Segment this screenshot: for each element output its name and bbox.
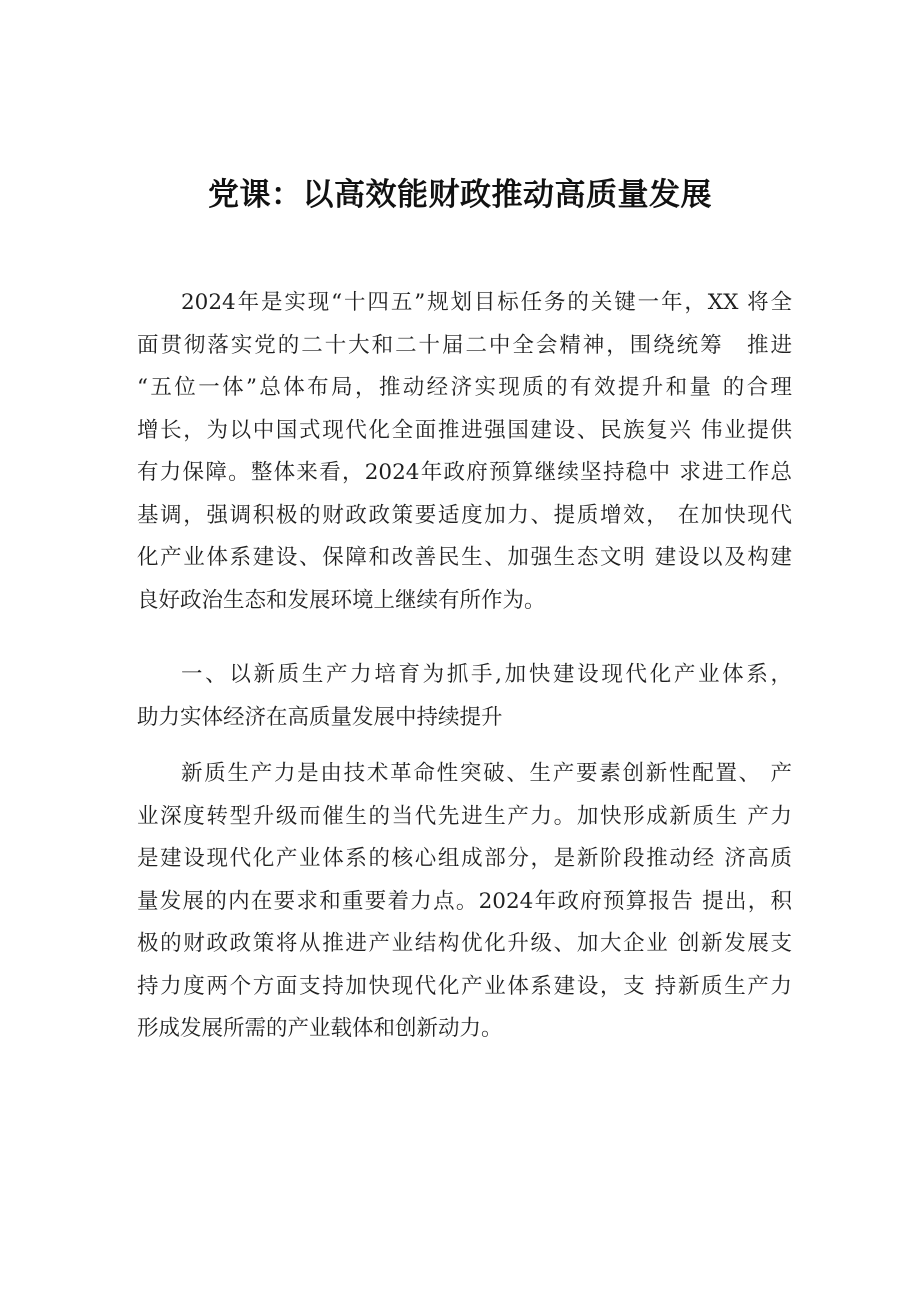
paragraph-line: “五位一体”总体布局，推动经济实现质的有效提升和量 的合理	[137, 375, 792, 400]
paragraph-line: 是建设现代化产业体系的核心组成部分，是新阶段推动经 济高质	[137, 846, 792, 871]
paragraph-line: 极的财政政策将从推进产业结构优化升级、加大企业 创新发展支	[137, 931, 792, 956]
heading-line: 一、以新质生产力培育为抓手,加快建设现代化产业体系，	[181, 662, 792, 687]
paragraph-line: 形成发展所需的产业载体和创新动力。	[137, 1016, 503, 1041]
paragraph-line: 增长，为以中国式现代化全面推进强国建设、民族复兴 伟业提供	[137, 417, 792, 443]
paragraph-line: 2024年是实现“十四五”规划目标任务的关键一年，XX 将全	[181, 290, 792, 315]
paragraph-line: 面贯彻落实党的二十大和二十届二中全会精神，围绕统筹 推进	[137, 332, 792, 358]
paragraph-line: 基调，强调积极的财政政策要适度加力、提质增效， 在加快现代	[137, 502, 792, 528]
paragraph-line: 化产业体系建设、保障和改善民生、加强生态文明 建设以及构建	[137, 545, 792, 570]
paragraph-line: 新质生产力是由技术革命性突破、生产要素创新性配置、 产	[181, 761, 792, 786]
paragraph-line: 良好政治生态和发展环境上继续有所作为。	[137, 587, 546, 613]
paragraph-line: 业深度转型升级而催生的当代先进生产力。加快形成新质生 产力	[137, 803, 792, 829]
paragraph-line: 量发展的内在要求和重要着力点。2024年政府预算报告 提出，积	[137, 888, 792, 914]
paragraph-line: 持力度两个方面支持加快现代化产业体系建设，支 持新质生产力	[137, 973, 792, 999]
paragraph-line: 有力保障。整体来看，2024年政府预算继续坚持稳中 求进工作总	[137, 460, 792, 485]
page-title: 党课：以高效能财政推动高质量发展	[208, 177, 712, 213]
heading-line: 助力实体经济在高质量发展中持续提升	[137, 704, 503, 730]
